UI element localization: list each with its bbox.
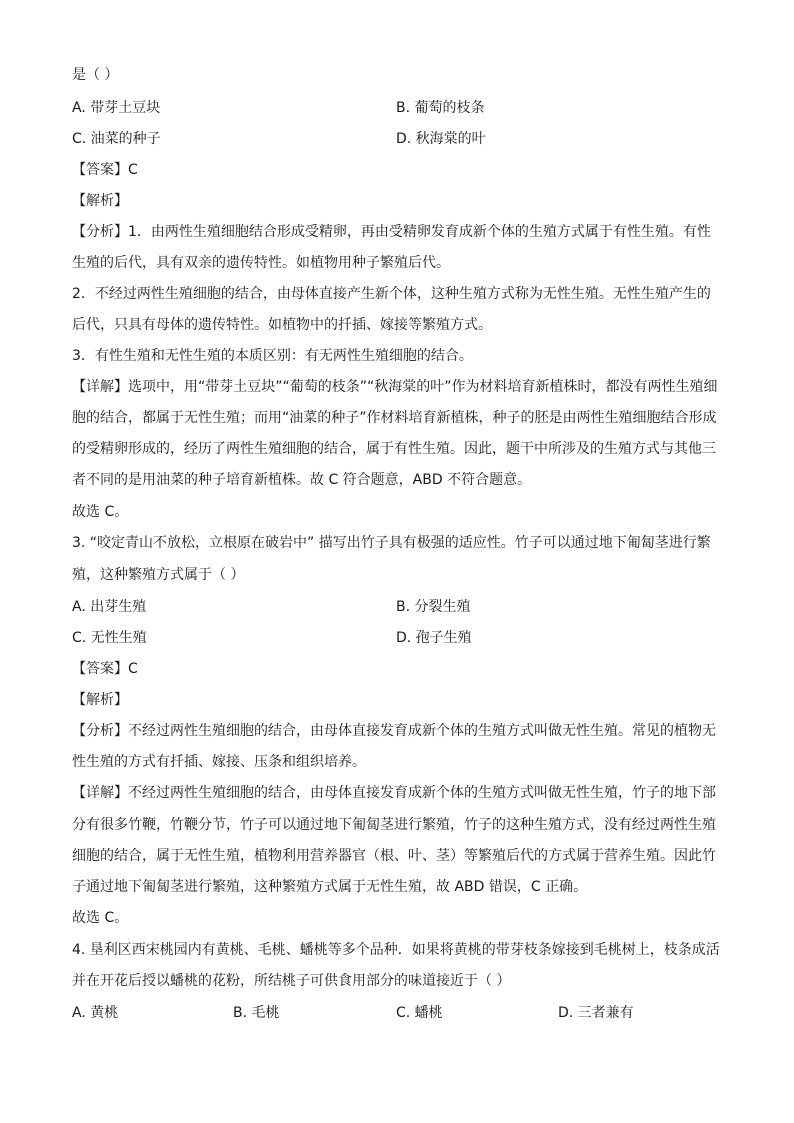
q3-conclusion: 故选 C。 (72, 910, 129, 926)
q2-xiangjie-line-3: 的受精卵形成的，经历了两性生殖细胞的结合，属于有性生殖。因此，题干中所涉及的生殖方式与其他三 (72, 441, 716, 457)
q4-option-d: D. 三者兼有 (558, 1005, 634, 1021)
q4-stem-line-1: 4. 垦利区西宋桃园内有黄桃、毛桃、蟠桃等多个品种．如果将黄桃的带芽枝条嫁接到毛桃树上，枝条成活 (72, 942, 720, 958)
q2-option-b: B. 葡萄的枝条 (396, 100, 485, 116)
q3-analysis-heading: 【解析】 (72, 692, 128, 708)
q3-answer: 【答案】C (72, 661, 138, 677)
q2-conclusion: 故选 C。 (72, 504, 129, 520)
q2-fenxi-line-2: 生殖的后代，具有双亲的遗传特性。如植物用种子繁殖后代。 (72, 255, 450, 271)
q2-fenxi-line-1: 【分析】1．由两性生殖细胞结合形成受精卵，再由受精卵发育成新个体的生殖方式属于有性生殖。有性 (72, 224, 711, 240)
q3-stem-line-1: 3. “咬定青山不放松，立根原在破岩中” 描写出竹子具有极强的适应性。竹子可以通过地下匍匐茎进行繁 (72, 535, 711, 551)
q2-answer: 【答案】C (72, 162, 138, 178)
q3-fenxi-line-1: 【分析】不经过两性生殖细胞的结合，由母体直接发育成新个体的生殖方式叫做无性生殖。常见的植物无 (72, 723, 716, 739)
q2-stem-end: 是（ ） (72, 67, 119, 83)
q3-fenxi-line-2: 性生殖的方式有扦插、嫁接、压条和组织培养。 (72, 754, 366, 770)
q2-analysis-heading: 【解析】 (72, 193, 128, 209)
q3-option-c: C. 无性生殖 (72, 630, 147, 646)
q3-option-a: A. 出芽生殖 (72, 599, 147, 615)
q2-xiangjie-line-1: 【详解】选项中，用“带芽土豆块”“葡萄的枝条”“秋海棠的叶”作为材料培育新植株时，都没有两性生殖细 (72, 379, 718, 395)
q4-option-c: C. 蟠桃 (396, 1005, 443, 1021)
q2-xiangjie-line-2: 胞的结合，都属于无性生殖；而用“油菜的种子”作材料培育新植株，种子的胚是由两性生殖细胞结合形成 (72, 410, 717, 426)
q3-option-b: B. 分裂生殖 (396, 599, 471, 615)
q2-option-d: D. 秋海棠的叶 (396, 131, 486, 147)
q2-fenxi-line-5: 3．有性生殖和无性生殖的本质区别：有无两性生殖细胞的结合。 (72, 348, 473, 364)
q2-option-c: C. 油菜的种子 (72, 131, 161, 147)
q2-fenxi-line-3: 2．不经过两性生殖细胞的结合，由母体直接产生新个体，这种生殖方式称为无性生殖。无性生殖产生的 (72, 286, 711, 302)
q4-option-a: A. 黄桃 (72, 1005, 119, 1021)
q3-xiangjie-line-2: 分有很多竹鞭，竹鞭分节，竹子可以通过地下匍匐茎进行繁殖，竹子的这种生殖方式，没有经过两性生殖 (72, 817, 716, 833)
q4-stem-line-2: 并在开花后授以蟠桃的花粉，所结桃子可供食用部分的味道接近于（ ） (72, 973, 511, 989)
q3-xiangjie-line-1: 【详解】不经过两性生殖细胞的结合，由母体直接发育成新个体的生殖方式叫做无性生殖，竹子的地下部 (72, 785, 716, 801)
q3-xiangjie-line-4: 子通过地下匍匐茎进行繁殖，这种繁殖方式属于无性生殖，故 ABD 错误，C 正确。 (72, 879, 588, 895)
q2-xiangjie-line-4: 者不同的是用油菜的种子培育新植株。故 C 符合题意，ABD 不符合题意。 (72, 472, 532, 488)
q3-option-d: D. 孢子生殖 (396, 630, 472, 646)
q3-xiangjie-line-3: 细胞的结合，属于无性生殖，植物利用营养器官（根、叶、茎）等繁殖后代的方式属于营养生殖。因此竹 (72, 848, 716, 864)
q2-option-a: A. 带芽土豆块 (72, 100, 161, 116)
q4-option-b: B. 毛桃 (233, 1005, 280, 1021)
q3-stem-line-2: 殖，这种繁殖方式属于（ ） (72, 567, 245, 583)
q2-fenxi-line-4: 后代，只具有母体的遗传特性。如植物中的扦插、嫁接等繁殖方式。 (72, 317, 492, 333)
